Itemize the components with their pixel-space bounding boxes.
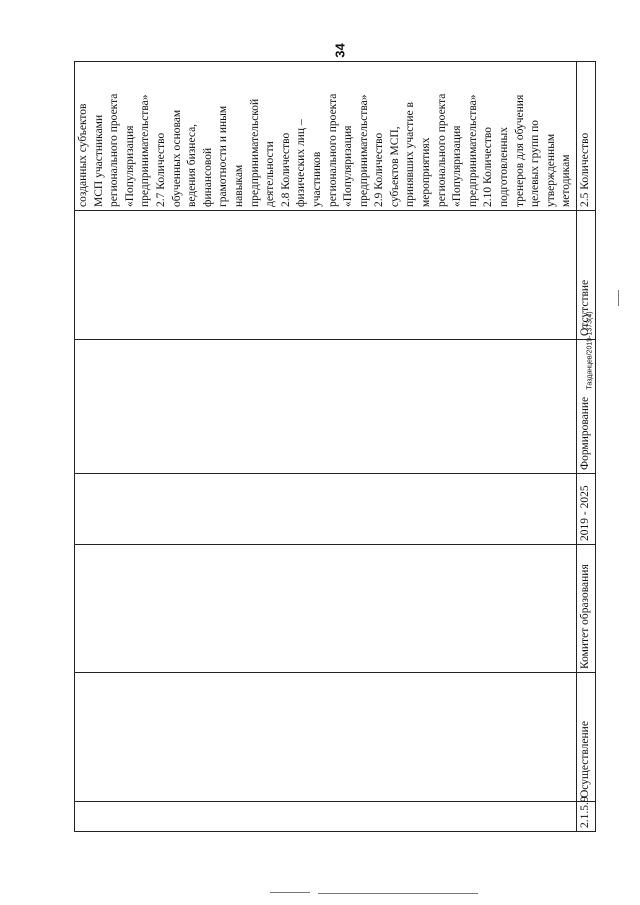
cell-code: 2.1.5.9 bbox=[577, 802, 596, 832]
indicator-line: мероприятиях bbox=[420, 137, 433, 207]
cell-responsible-blank bbox=[75, 545, 577, 673]
indicator-line: финансовой bbox=[201, 147, 214, 207]
indicator-line: «Популяризация bbox=[451, 125, 464, 207]
indicator-line: участников bbox=[310, 151, 323, 207]
indicator-line: методикам bbox=[560, 154, 573, 207]
indicator-line: 2.7 Количество bbox=[154, 132, 167, 207]
indicator-line: созданных субъектов bbox=[77, 103, 89, 207]
indicator-line: предпринимательства» bbox=[466, 94, 479, 207]
table-row-bottom bbox=[577, 62, 596, 832]
cell-period: 2019 - 2025 bbox=[577, 474, 596, 545]
indicator-line: ведения бизнеса, bbox=[186, 123, 199, 207]
plan-table bbox=[74, 61, 596, 832]
scan-mark bbox=[270, 892, 310, 893]
cell-stage-blank bbox=[75, 340, 577, 474]
indicator-line: утвержденным bbox=[544, 133, 557, 207]
indicator-line: целевых групп по bbox=[529, 119, 542, 207]
indicator-line: 2.10 Количество bbox=[482, 127, 495, 207]
indicator-line: предпринимательской bbox=[248, 98, 261, 207]
cell-indicators bbox=[75, 62, 577, 211]
indicator-line: предпринимательства» bbox=[357, 94, 370, 207]
table-row-top bbox=[75, 62, 577, 832]
indicator-line: «Популяризация bbox=[342, 125, 355, 207]
indicator-line: принявших участие в bbox=[404, 102, 417, 207]
indicator-line: МСП участниками bbox=[92, 114, 105, 207]
indicator-line: субъектов МСП, bbox=[388, 126, 401, 207]
indicator-line: навыкам bbox=[232, 164, 245, 207]
scan-mark bbox=[618, 290, 619, 306]
indicator-line: 2.9 Количество bbox=[373, 132, 386, 207]
cell-status: Осуществление bbox=[577, 673, 596, 802]
cell-responsible: Комитет образования bbox=[577, 545, 596, 673]
indicator-line: предпринимательства» bbox=[139, 94, 152, 207]
cell-state: Отсутствие bbox=[577, 211, 596, 340]
cell-stage: Формирование bbox=[577, 340, 596, 474]
cell-code-blank bbox=[75, 802, 577, 832]
scan-mark bbox=[318, 893, 478, 894]
indicator-line: тренеров для обучения bbox=[513, 94, 526, 207]
indicator-line: регионального проекта bbox=[435, 93, 448, 207]
cell-period-blank bbox=[75, 474, 577, 545]
cell-state-blank bbox=[75, 211, 577, 340]
indicator-line: грамотности и иным bbox=[217, 105, 230, 207]
indicator-line: подготовленных bbox=[498, 127, 511, 207]
indicator-line: регионального проекта bbox=[326, 93, 339, 207]
indicator-line: физических лиц – bbox=[295, 119, 308, 207]
page-number-text: 34 bbox=[332, 42, 348, 58]
cell-status-blank bbox=[75, 673, 577, 802]
footer-code-text: Тазданцев/2019-1373(4) bbox=[586, 310, 594, 390]
indicator-line: обученных основам bbox=[170, 109, 183, 207]
indicator-line: «Популяризация bbox=[123, 125, 136, 207]
indicator-line: деятельности bbox=[264, 141, 277, 207]
indicator-line: 2.8 Количество bbox=[279, 132, 292, 207]
indicator-line: регионального проекта bbox=[108, 93, 121, 207]
cell-bottom-indicator: 2.5 Количество bbox=[577, 62, 596, 211]
